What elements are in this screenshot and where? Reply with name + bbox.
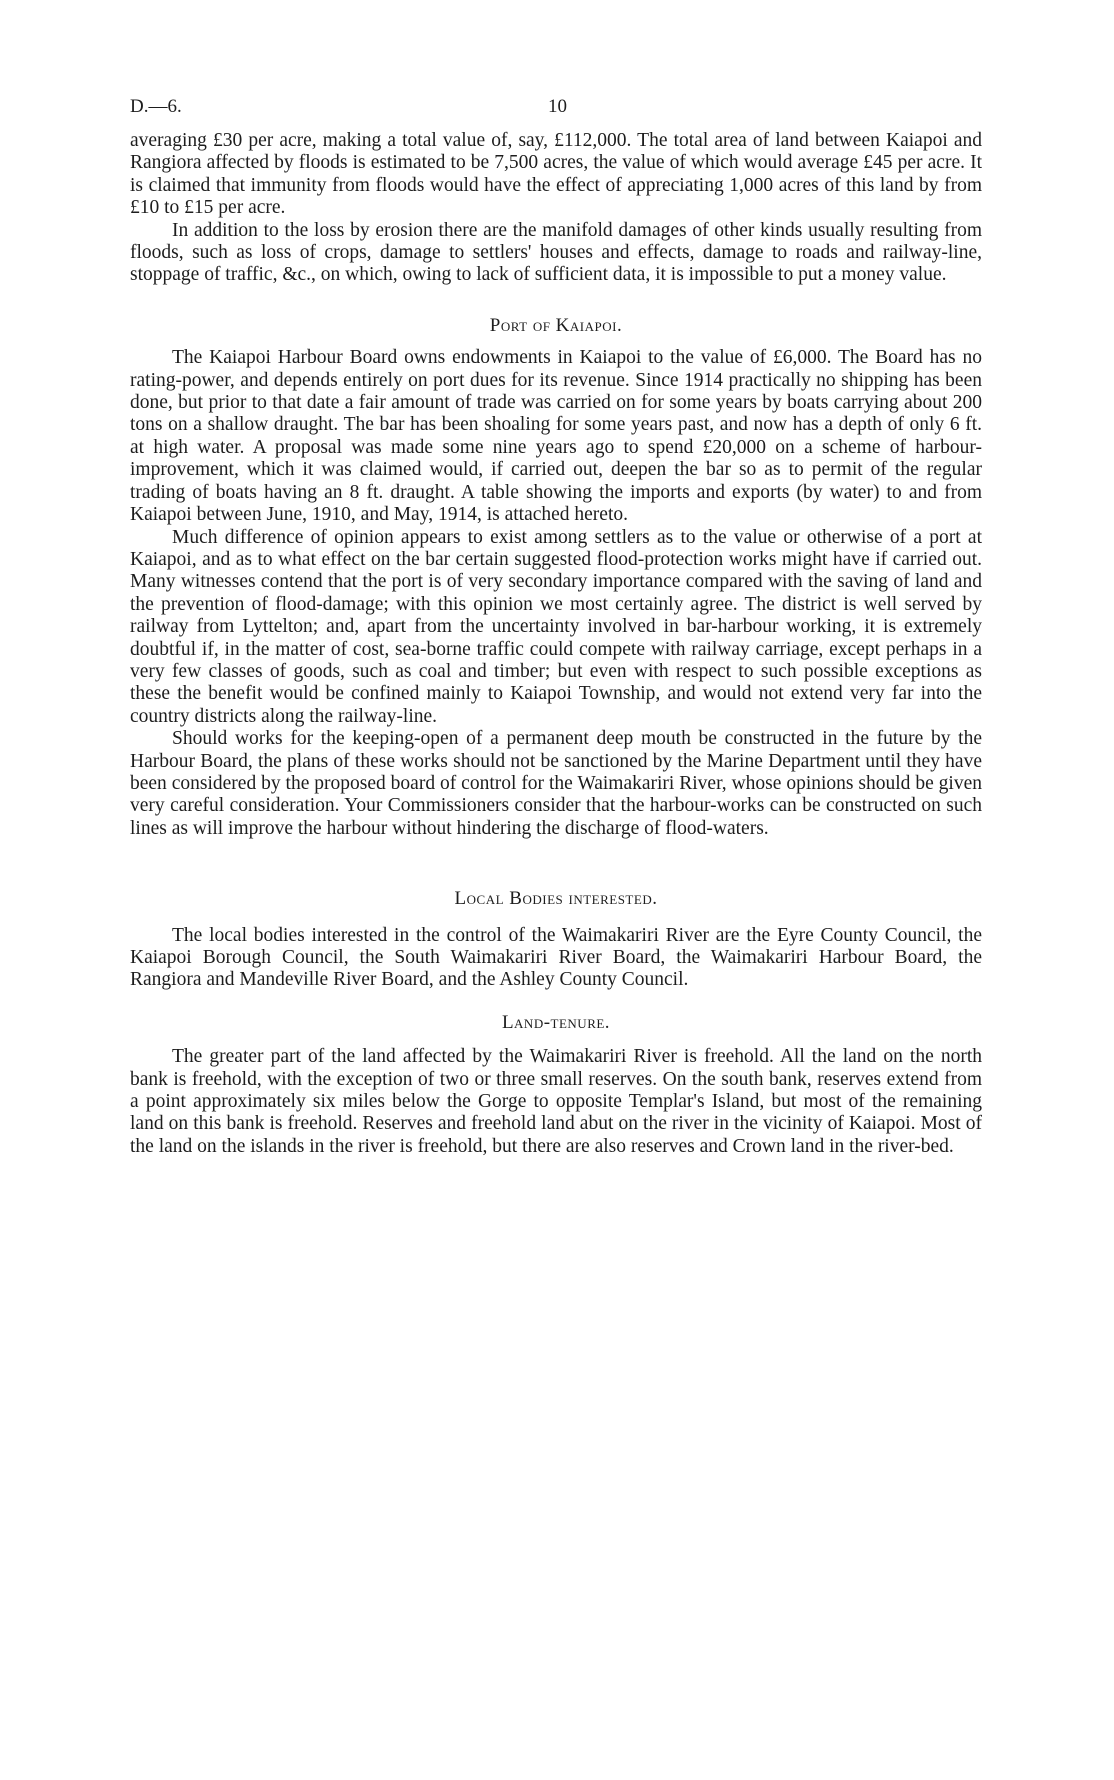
paragraph-harbour-works: Should works for the keeping-open of a permanent deep mouth be constructed in the future by the Harbour Board, the plans of these works should not be sanctioned by the Marine Department until they have been considered by the proposed board of control for the Waimakariri River, whose opinions should be given very careful consideration. Your Commissioners consider that the harbour-works can be constructed on such lines as will improve the harbour without hindering the discharge of flood-waters. [130, 728, 982, 839]
paragraph-valuation: averaging £30 per acre, making a total value of, say, £112,000. The total area of land between Kaiapoi and Rangiora affected by floods is estimated to be 7,500 acres, the value of which would average £45 per acre. It is claimed that immunity from floods would have the effect of appreciating 1,000 acres of this land by from £10 to £15 per acre. [130, 130, 982, 219]
page-body [130, 130, 982, 1158]
section-spacer [130, 840, 982, 888]
page-header [130, 96, 985, 120]
paragraph-land-tenure: The greater part of the land affected by the Waimakariri River is freehold. All the land on the north bank is freehold, with the exception of two or three small reserves. On the south bank, reserves extend from a point approximately six miles below the Gorge to opposite Templar's Island, but most of the remaining land on this bank is freehold. Reserves and freehold land abut on the river in the vicinity of Kaiapoi. Most of the land on the islands in the river is freehold, but there are also reserves and Crown land in the river-bed. [130, 1046, 982, 1157]
section-spacer [130, 337, 982, 347]
section-spacer [130, 992, 982, 1012]
page-number: 10 [548, 96, 567, 117]
paragraph-harbour-board: The Kaiapoi Harbour Board owns endowments in Kaiapoi to the value of £6,000. The Board has no rating-power, and depends entirely on port dues for its revenue. Since 1914 practically no shipping has been done, but prior to that date a fair amount of trade was carried on for some years by boats carrying about 200 tons on a shallow draught. The bar has been shoaling for some years past, and now has a depth of only 6 ft. at high water. A proposal was made some nine years ago to spend £20,000 on a scheme of harbour-improvement, which it was claimed would, if carried out, deepen the bar so as to permit of the regular trading of boats having an 8 ft. draught. A table showing the imports and exports (by water) to and from Kaiapoi between June, 1910, and May, 1914, is attached hereto. [130, 347, 982, 526]
heading-local-bodies: Local Bodies interested. [454, 888, 658, 910]
heading-port-of-kaiapoi: Port of Kaiapoi. [489, 314, 623, 336]
paragraph-local-bodies: The local bodies interested in the control of the Waimakariri River are the Eyre County Council, the Kaiapoi Borough Council, the South Waimakariri River Board, the Waimakariri Harbour Board, the Rangiora and Mandeville River Board, and the Ashley County Council. [130, 924, 982, 991]
paragraph-other-damages: In addition to the loss by erosion there are the manifold damages of other kinds usually resulting from floods, such as loss of crops, damage to settlers' houses and effects, damage to roads and railway-line, stoppage of traffic, &c., on which, owing to lack of sufficient data, it is impossible to put a money value. [130, 219, 982, 286]
document-reference: D.—6. [130, 96, 182, 117]
paragraph-port-opinion: Much difference of opinion appears to exist among settlers as to the value or otherwise of a port at Kaiapoi, and as to what effect on the bar certain suggested flood-protection works might have if carried out. Many witnesses contend that the port is of very secondary importance compared with the saving of land and the prevention of flood-damage; with this opinion we most certainly agree. The district is well served by railway from Lyttelton; and, apart from the uncertainty involved in bar-harbour working, it is extremely doubtful if, in the matter of cost, sea-borne traffic could compete with railway carriage, except perhaps in a very few classes of goods, such as coal and timber; but even with respect to such possible exceptions as these the benefit would be confined mainly to Kaiapoi Township, and would not extend very far into the country districts along the railway-line. [130, 526, 982, 727]
heading-land-tenure: Land-tenure. [501, 1011, 611, 1033]
section-spacer [130, 1034, 982, 1046]
section-spacer [130, 911, 982, 925]
section-spacer [130, 287, 982, 315]
